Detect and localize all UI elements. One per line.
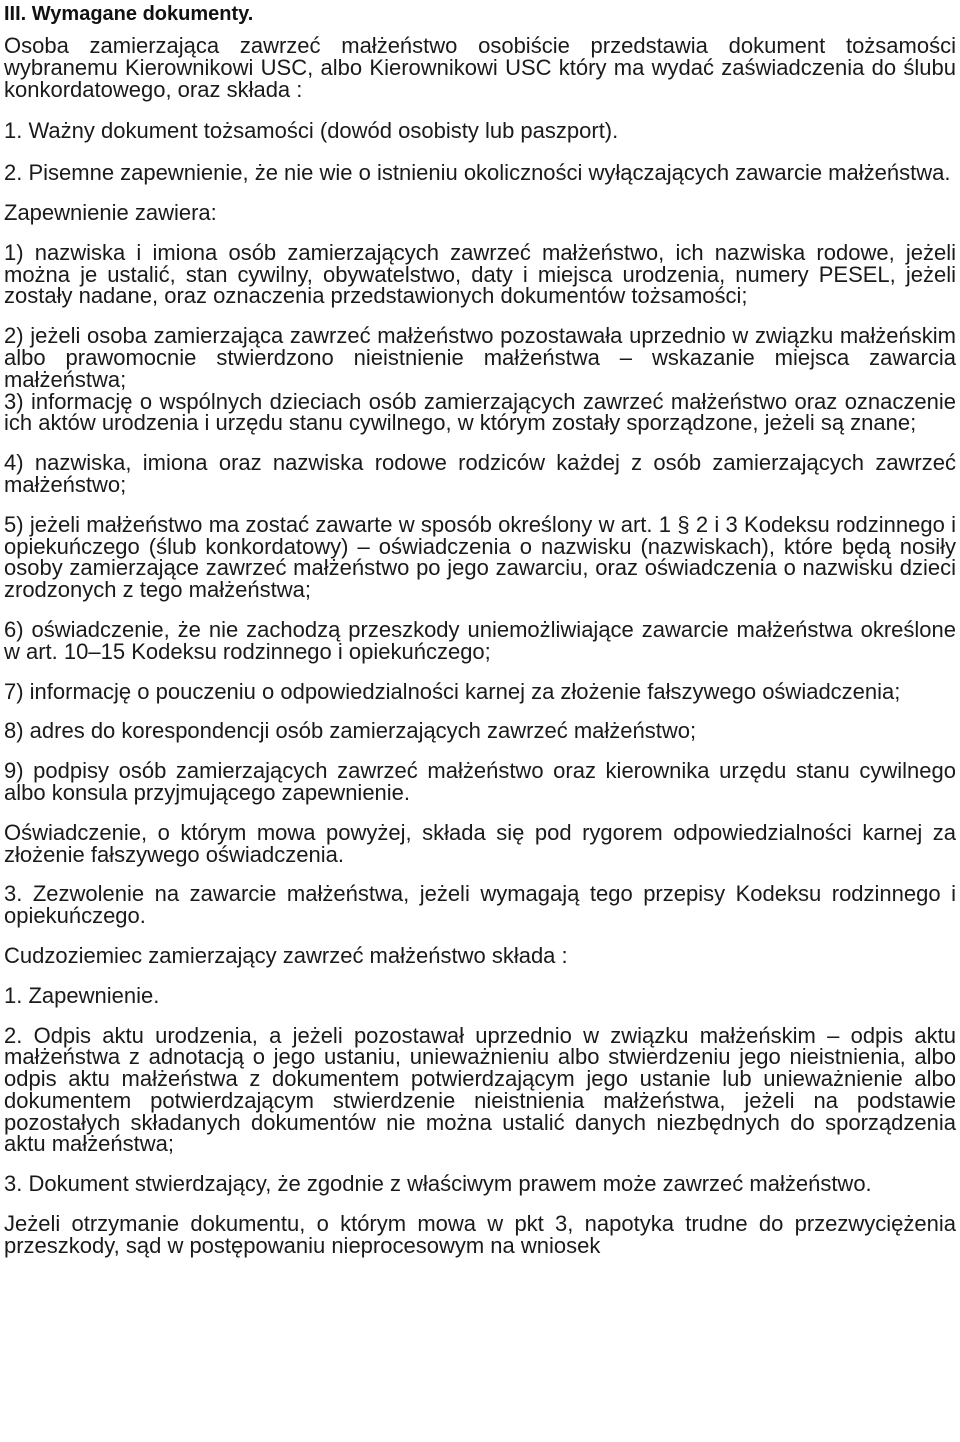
foreigner-heading: Cudzoziemiec zamierzający zawrzeć małżeństwo składa :	[4, 942, 568, 968]
assurance-point-7: 7) informację o pouczeniu o odpowiedzialności karnej za złożenie fałszywego oświadczenia;	[4, 678, 901, 704]
assurance-point-8: 8) adres do korespondencji osób zamierzających zawrzeć małżeństwo;	[4, 718, 697, 744]
item-identity-document: 1. Ważny dokument tożsamości (dowód osobisty lub paszport).	[4, 118, 619, 144]
item-marriage-permit: 3. Zezwolenie na zawarcie małżeństwa, jeżeli wymagają tego przepisy Kodeksu rodzinnego i opiekuńczego.	[4, 881, 956, 929]
intro-paragraph: Osoba zamierzająca zawrzeć małżeństwo osobiście przedstawia dokument tożsamości wybranemu Kierownikowi USC, albo Kierownikowi USC który ma wydać zaświadczenia do ślubu konkordatowego, oraz składa :	[4, 33, 956, 102]
declaration-note: Oświadczenie, o którym mowa powyżej, składa się pod rygorem odpowiedzialności karnej za złożenie fałszywego oświadczenia.	[4, 819, 956, 867]
assurance-point-2: 2) jeżeli osoba zamierzająca zawrzeć małżeństwo pozostawała uprzednio w związku małżeńskim albo prawomocnie stwierdzono nieistnienie małżeństwa – wskazanie miejsca zawarcia małżeństwa;	[4, 323, 956, 392]
assurance-contents-label: Zapewnienie zawiera:	[4, 199, 217, 225]
foreigner-item-3: 3. Dokument stwierdzający, że zgodnie z właściwym prawem może zawrzeć małżeństwo.	[4, 1171, 872, 1197]
assurance-point-6: 6) oświadczenie, że nie zachodzą przeszkody uniemożliwiające zawarcie małżeństwa określone w art. 10–15 Kodeksu rodzinnego i opiekuńczego;	[4, 616, 956, 664]
assurance-point-3: 3) informację o wspólnych dzieciach osób zamierzających zawrzeć małżeństwo oraz oznaczenie ich aktów urodzenia i urzędu stanu cywilnego, w którym zostały sporządzone, jeżeli są znane;	[4, 388, 956, 436]
section-heading: III. Wymagane dokumenty.	[4, 3, 254, 25]
assurance-point-9: 9) podpisy osób zamierzających zawrzeć małżeństwo oraz kierownika urzędu stanu cywilnego albo konsula przyjmującego zapewnienie.	[4, 758, 956, 805]
item-written-assurance: 2. Pisemne zapewnienie, że nie wie o istnieniu okoliczności wyłączających zawarcie małżeństwa.	[4, 160, 951, 186]
assurance-point-4: 4) nazwiska, imiona oraz nazwiska rodowe rodziców każdej z osób zamierzających zawrzeć małżeństwo;	[4, 450, 956, 497]
foreigner-item-1: 1. Zapewnienie.	[4, 982, 160, 1008]
assurance-point-5: 5) jeżeli małżeństwo ma zostać zawarte w sposób określony w art. 1 § 2 i 3 Kodeksu rodzinnego i opiekuńczego (ślub konkordatowy) – oświadczenia o nazwisku (nazwiskach), które będą nosiły osoby zamierzające zawrzeć małżeństwo po jego zawarciu, oraz oświadczenia o nazwisku dzieci zrodzonych z tego małżeństwa;	[4, 511, 956, 603]
foreigner-item-2: 2. Odpis aktu urodzenia, a jeżeli pozostawał uprzednio w związku małżeńskim – odpis aktu małżeństwa z adnotacją o jego ustaniu, unieważnieniu albo stwierdzeniu jego nieistnienia, albo odpis aktu małżeństwa z dokumentem potwierdzającym jego ustanie lub unieważnienie albo dokumentem potwierdzającym stwierdzenie nieistnienia małżeństwa, jeżeli na podstawie pozostałych składanych dokumentów nie można ustalić danych niezbędnych do sporządzenia aktu małżeństwa;	[4, 1022, 956, 1157]
document-page	[4, 0, 956, 1257]
assurance-point-1: 1) nazwiska i imiona osób zamierzających zawrzeć małżeństwo, ich nazwiska rodowe, jeżeli można je ustalić, stan cywilny, obywatelstwo, daty i miejsca urodzenia, numery PESEL, jeżeli zostały nadane, oraz oznaczenia przedstawionych dokumentów tożsamości;	[4, 239, 956, 309]
foreigner-closing-text: Jeżeli otrzymanie dokumentu, o którym mowa w pkt 3, napotyka trudne do przezwyciężenia przeszkody, sąd w postępowaniu nieprocesowym na wniosek	[4, 1211, 956, 1258]
